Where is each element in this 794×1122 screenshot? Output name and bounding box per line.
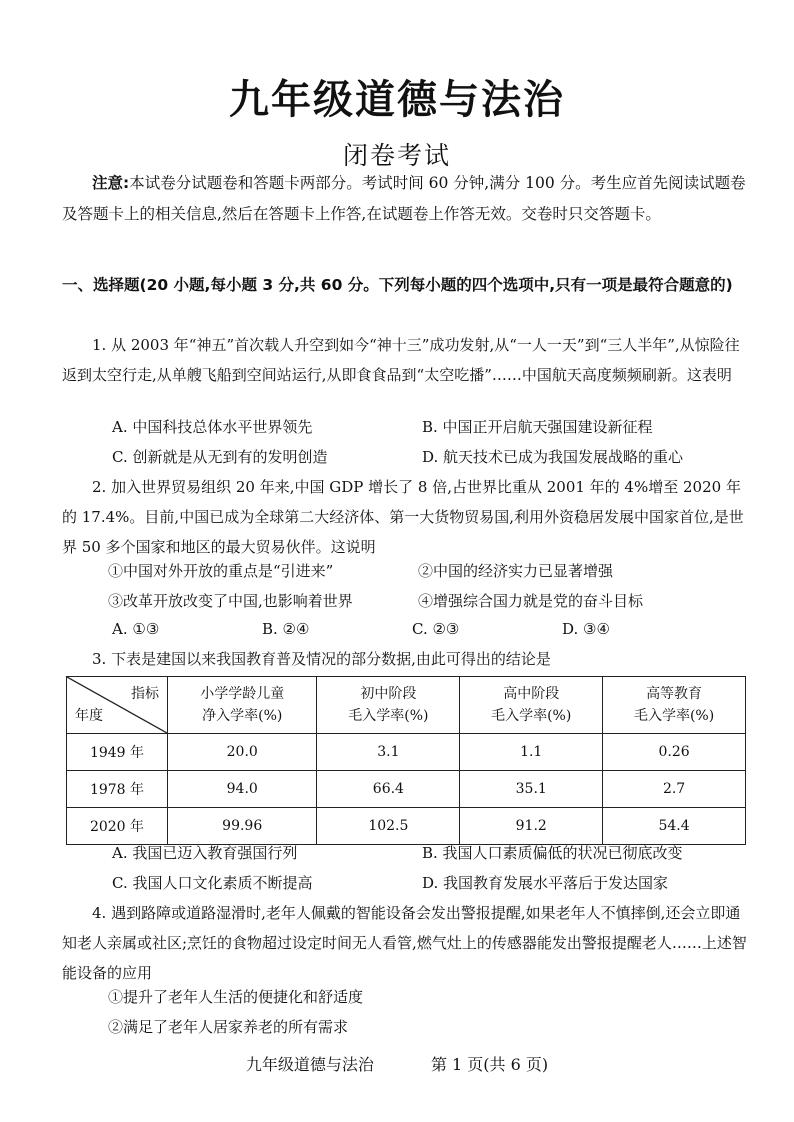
q1-options	[112, 412, 752, 472]
q2-option-a: A. ①③	[112, 620, 160, 638]
year-cell: 1978 年	[67, 771, 168, 808]
table-cell: 66.4	[317, 771, 460, 808]
q4-statements	[108, 982, 748, 1042]
q3-option-d: D. 我国教育发展水平落后于发达国家	[422, 874, 669, 892]
q2-option-d: D. ③④	[562, 620, 610, 638]
table-header-row	[67, 677, 746, 734]
section-heading: 一、选择题(20 小题,每小题 3 分,共 60 分。下列每小题的四个选项中,只有一项是最符合题意的)	[62, 276, 733, 294]
exam-notice	[62, 168, 752, 230]
year-cell: 2020 年	[67, 808, 168, 845]
table-cell: 20.0	[168, 734, 317, 771]
table-cell: 94.0	[168, 771, 317, 808]
page-footer	[0, 1052, 794, 1075]
table-cell: 1.1	[460, 734, 603, 771]
q2-statement-3: ③改革开放改变了中国,也影响着世界	[108, 592, 353, 610]
q3-option-a: A. 我国已迈入教育强国行列	[112, 844, 298, 862]
table-cell: 2.7	[603, 771, 746, 808]
q4-statement-2: ②满足了老年人居家养老的所有需求	[108, 1018, 349, 1036]
q1-option-a: A. 中国科技总体水平世界领先	[112, 418, 313, 436]
table-cell: 91.2	[460, 808, 603, 845]
q1-option-c: C. 创新就是从无到有的发明创造	[112, 448, 328, 466]
table-cell: 35.1	[460, 771, 603, 808]
q2-stem: 2. 加入世界贸易组织 20 年来,中国 GDP 增长了 8 倍,占世界比重从 2001 年的 4%增至 2020 年的 17.4%。目前,中国已成为全球第二大经济体、第一大货物贸易国,利用外资稳居发展中国家首位,是世界 50 多个国家和地区的最大贸易伙伴。这说明	[62, 478, 744, 556]
q2-statement-1: ①中国对外开放的重点是“引进来”	[108, 562, 334, 580]
q2-option-b: B. ②④	[262, 620, 310, 638]
q3-stem: 3. 下表是建国以来我国教育普及情况的部分数据,由此可得出的结论是	[92, 650, 551, 668]
year-cell: 1949 年	[67, 734, 168, 771]
q3-option-b: B. 我国人口素质偏低的状况已彻底改变	[422, 844, 683, 862]
column-header: 小学学龄儿童 净入学率(%)	[168, 677, 317, 734]
q3-option-c: C. 我国人口文化素质不断提高	[112, 874, 313, 892]
education-table	[66, 676, 746, 845]
table-cell: 54.4	[603, 808, 746, 845]
q2-option-c: C. ②③	[412, 620, 460, 638]
footer-page-number: 第 1 页(共 6 页)	[430, 1055, 549, 1074]
exam-subtitle: 闭卷考试	[342, 141, 451, 170]
column-header: 初中阶段 毛入学率(%)	[317, 677, 460, 734]
notice-text: 本试卷分试题卷和答题卡两部分。考试时间 60 分钟,满分 100 分。考生应首先阅读试题卷及答题卡上的相关信息,然后在答题卡上作答,在试题卷上作答无效。交卷时只交答题卡。	[62, 174, 746, 223]
table-row	[67, 771, 746, 808]
q2-statement-2: ②中国的经济实力已显著增强	[418, 562, 614, 580]
column-header: 高中阶段 毛入学率(%)	[460, 677, 603, 734]
q2-statement-4: ④增强综合国力就是党的奋斗目标	[418, 592, 644, 610]
notice-label: 注意:	[92, 174, 130, 192]
column-header: 高等教育 毛入学率(%)	[603, 677, 746, 734]
q2-statements	[108, 556, 748, 616]
table-cell: 102.5	[317, 808, 460, 845]
table-cell: 3.1	[317, 734, 460, 771]
footer-subject: 九年级道德与法治	[245, 1055, 374, 1074]
q4-stem: 4. 遇到路障或道路湿滑时,老年人佩戴的智能设备会发出警报提醒,如果老年人不慎摔倒,还会立即通知老人亲属或社区;烹饪的食物超过设定时间无人看管,燃气灶上的传感器能发出警报提醒老人……上述智能设备的应用	[62, 904, 747, 982]
corner-label-indicator: 指标	[131, 686, 159, 702]
q1-stem: 1. 从 2003 年“神五”首次载人升空到如今“神十三”成功发射,从“一人一天”到“三人半年”,从惊险往返到太空行走,从单艘飞船到空间站运行,从即食食品到“太空吃播”……中国航天高度频频刷新。这表明	[62, 336, 740, 384]
q2-options	[112, 614, 752, 644]
q1-option-b: B. 中国正开启航天强国建设新征程	[422, 418, 653, 436]
table-row	[67, 734, 746, 771]
table-cell: 99.96	[168, 808, 317, 845]
corner-label-year: 年度	[75, 708, 103, 724]
table-corner-cell	[67, 677, 168, 734]
exam-title: 九年级道德与法治	[229, 77, 565, 123]
q3-options	[112, 838, 752, 898]
q1-option-d: D. 航天技术已成为我国发展战略的重心	[422, 448, 684, 466]
table-cell: 0.26	[603, 734, 746, 771]
q4-statement-1: ①提升了老年人生活的便捷化和舒适度	[108, 988, 364, 1006]
